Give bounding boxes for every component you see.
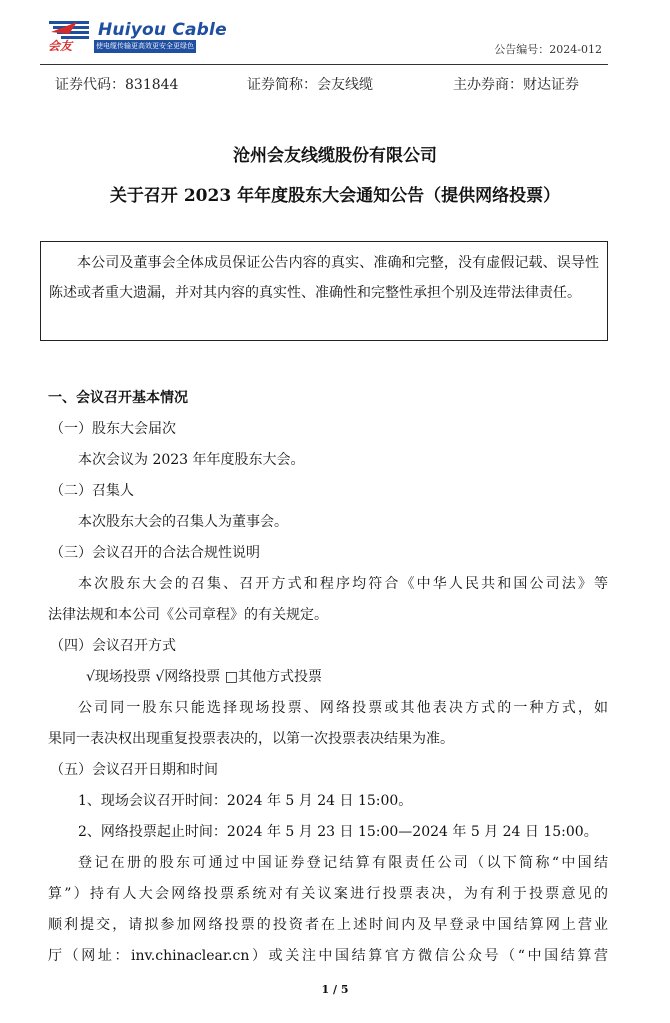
sponsor: 主办券商：财达证券 bbox=[453, 77, 579, 93]
document-body bbox=[48, 383, 608, 972]
body-line: 一、会议召开基本情况 bbox=[48, 390, 188, 406]
body-line: 2、网络投票起止时间：2024 年 5 月 23 日 15:00—2024 年 5 月 24 日 15:00。 bbox=[78, 824, 598, 840]
body-line: 本次股东大会的召集、召开方式和程序均符合《中华人民共和国公司法》等 bbox=[78, 576, 608, 592]
header-divider bbox=[40, 64, 608, 65]
body-line: 本次会议为 2023 年年度股东大会。 bbox=[78, 452, 305, 468]
logo-brand-text: Huiyou Cable bbox=[98, 20, 227, 40]
disclaimer-text: 本公司及董事会全体成员保证公告内容的真实、准确和完整，没有虚假记载、误导性陈述或者重大遗漏，并对其内容的真实性、准确性和完整性承担个别及连带法律责任。 bbox=[49, 255, 599, 301]
body-line: （五）会议召开日期和时间 bbox=[50, 762, 218, 778]
stock-abbr: 证券简称：会友线缆 bbox=[247, 77, 373, 93]
body-line: √现场投票 √网络投票 □其他方式投票 bbox=[86, 669, 322, 685]
body-line: 果同一表决权出现重复投票表决的，以第一次投票表决结果为准。 bbox=[48, 731, 454, 747]
body-line: 1、现场会议召开时间：2024 年 5 月 24 日 15:00。 bbox=[78, 793, 413, 809]
body-line: 算”）持有人大会网络投票系统对有关议案进行投票表决，为有利于投票意见的 bbox=[48, 886, 608, 902]
body-line: （三）会议召开的合法合规性说明 bbox=[50, 545, 260, 561]
body-line: 登记在册的股东可通过中国证券登记结算有限责任公司（以下简称“中国结 bbox=[78, 855, 608, 871]
disclaimer-box bbox=[40, 241, 608, 341]
logo-cn-text: 会友 bbox=[48, 39, 73, 53]
body-line: （二）召集人 bbox=[50, 483, 134, 499]
notice-number: 公告编号：2024-012 bbox=[494, 43, 602, 56]
body-line: 法律法规和本公司《公司章程》的有关规定。 bbox=[48, 607, 328, 623]
stock-code: 证券代码：831844 bbox=[55, 77, 179, 93]
company-title: 沧州会友线缆股份有限公司 bbox=[233, 146, 437, 166]
notice-title: 关于召开 2023 年年度股东大会通知公告（提供网络投票） bbox=[109, 186, 561, 206]
body-line: 顺利提交，请拟参加网络投票的投资者在上述时间内及早登录中国结算网上营业 bbox=[48, 917, 608, 933]
logo-slogan: 使电缆传输更高效更安全更绿色 bbox=[94, 40, 196, 53]
body-line: 本次股东大会的召集人为董事会。 bbox=[78, 514, 288, 530]
body-line: 厅（网址：inv.chinaclear.cn）或关注中国结算官方微信公众号（“中国结算营 bbox=[48, 948, 608, 964]
body-line: 公司同一股东只能选择现场投票、网络投票或其他表决方式的一种方式，如 bbox=[78, 700, 608, 716]
page-number: 1 / 5 bbox=[321, 983, 349, 996]
body-line: （一）股东大会届次 bbox=[50, 421, 176, 437]
body-line: （四）会议召开方式 bbox=[50, 638, 176, 654]
